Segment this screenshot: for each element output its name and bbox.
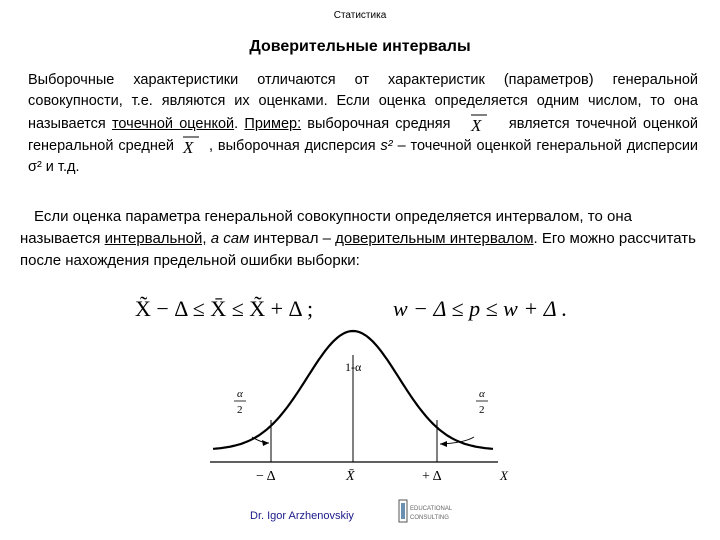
svg-text:X: X: [470, 116, 482, 134]
author-footer: Dr. Igor Arzhenovskiy: [250, 510, 354, 522]
interval-estimate-paragraph: Если оценка параметра генеральной совокупности определяется интервалом, то она называется интервальной, а сам интервал – доверительным интервалом. Его можно рассчитать после нахождения предельной ошибки выборки:: [20, 208, 696, 269]
tick-minus-delta: − Δ: [256, 469, 276, 484]
sample-variance-symbol: s²: [380, 138, 393, 154]
example-label: Пример:: [244, 116, 302, 132]
para1-text: Выборочные характеристики отличаются от характеристик (параметров) генеральной совокупности, т.е. являются их оценками. Если оценка определяется одним числом, то она называется: [28, 72, 698, 132]
tick-plus-delta: + Δ: [422, 469, 442, 484]
population-mean-symbol: [179, 135, 209, 155]
slide-title: Доверительные интервалы: [249, 38, 471, 55]
point-estimate-paragraph: Выборочные характеристики отличаются от характеристик (параметров) генеральной совокупности, т.е. являются их оценками. Если оценка определяется одним числом, то она называется точечной оценкой. Пример: выборочная средняя X является точечной оценкой генеральной средней X , выборочная дисперсия s² – точечной оценкой генеральной дисперсии σ² и т.д.: [28, 72, 699, 175]
normal-distribution-diagram: [200, 325, 520, 495]
term-confidence-interval: доверительным интервалом: [335, 230, 534, 247]
sample-mean-symbol: [457, 112, 503, 134]
formula-proportion: w − Δ ≤ p ≤ w + Δ .: [393, 296, 568, 321]
educational-consulting-logo: [398, 497, 472, 525]
formula-mean: X̃ − Δ ≤ X̄ ≤ X̃ + Δ ;: [135, 296, 314, 321]
confidence-interval-formula: [135, 290, 615, 324]
slide-header: Статистика: [333, 10, 387, 21]
svg-text:2: 2: [237, 404, 243, 416]
term-point-estimate: точечной оценкой: [111, 116, 235, 132]
svg-text:CONSULTING: CONSULTING: [410, 515, 449, 521]
center-area-label: 1-α: [345, 360, 362, 374]
svg-text:EDUCATIONAL: EDUCATIONAL: [410, 506, 453, 512]
term-interval: интервальной,: [104, 230, 207, 247]
svg-text:2: 2: [479, 404, 485, 416]
svg-text:α: α: [237, 388, 243, 400]
tick-mean: X̄: [346, 469, 355, 484]
svg-text:X: X: [182, 138, 194, 155]
x-axis-label: X: [500, 468, 508, 483]
svg-text:α: α: [479, 388, 485, 400]
